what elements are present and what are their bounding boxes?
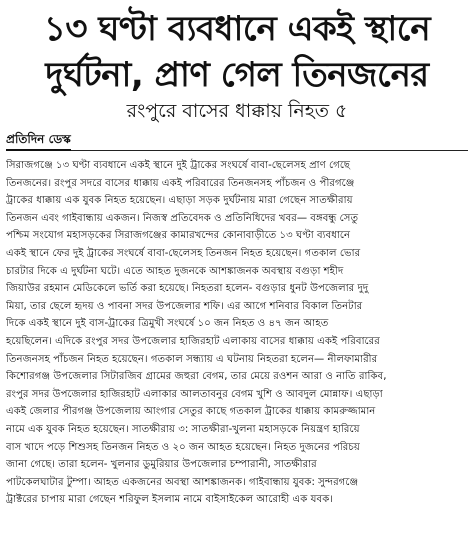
headline	[6, 6, 468, 98]
body-line: একই স্থানে ফের দুই ট্রাকের সংঘর্ষে বাবা-ছেলেসহ তিনজন নিহত হয়েছেন। গতকাল ভোর	[6, 247, 361, 259]
headline-line-2: দুর্ঘটনা, প্রাণ গেল তিনজনের	[45, 55, 429, 95]
body-line: ট্রাক্টরের চাপায় মারা গেছেন শরিফুল ইসলাম নামে বাইসাইকেল আরোহী এক যবক।	[6, 494, 333, 506]
body-line: বাস খাদে পড়ে শিশুসহ তিনজন নিহত ও ২০ জন আহত হয়েছেন। নিহত দুজনের পরিচয়	[6, 441, 360, 453]
body-line: পাটকেলঘাটার টুম্পা। আহত একজনের অবস্থা আশঙ্কাজনক। গাইবান্ধায় যুবক: সুন্দরগঞ্জে	[6, 476, 359, 488]
body-line: দিকে একই স্থানে দুই বাস-ট্রাকের ত্রিমুখী সংঘর্ষে ১০ জন নিহত ও ৪৭ জন আহত	[6, 318, 329, 330]
subheadline: রংপুরে বাসের ধাক্কায় নিহত ৫	[126, 100, 348, 122]
body-line: চারটার দিকে এ দুর্ঘটনা ঘটে। এতে আহত দুজনকে আশঙ্কাজনক অবস্থায় বগুড়া শহীদ	[6, 265, 344, 277]
body-line: তিনজন এবং গাইবান্ধায় একজন। নিজস্ব প্রতিবেদক ও প্রতিনিধিদের খবর— বঙ্গবন্ধু সেতু	[6, 212, 359, 224]
body-line: হয়েছিলেন। এদিকে রংপুর সদর উপজেলার হাজিরহাট এলাকায় বাসের ধাক্কায় একই পরিবারের	[6, 335, 380, 347]
headline-line-1: ১৩ ঘণ্টা ব্যবধানে একই স্থানে	[43, 9, 431, 49]
body-line: তিনজনের। রংপুর সদরে বাসের ধাক্কায় একই পরিবারের তিনজনসহ পাঁচজন ও পীরগঞ্জে	[6, 177, 355, 189]
body-line: তিনজনসহ পাঁচজন নিহত হয়েছেন। গতকাল সন্ধ্যায় এ ঘটনায় নিহতরা হলেন— নীলফামারীর	[6, 353, 378, 365]
body-line: কিশোরগঞ্জ উপজেলার সিটারজিব গ্রামের জহুরা বেগম, তার মেয়ে রওশন আরা ও নাতি রাকিব,	[6, 371, 387, 383]
body-line: ট্রাকের ধাক্কায় এক যুবক নিহত হয়েছেন। এছাড়া সড়ক দুর্ঘটনায় মারা গেছেন সাতক্ষীরায়	[6, 195, 353, 207]
body-line: পশ্চিম সংযোগ মহাসড়কের সিরাজগঞ্জের কামারখন্দের কোনাবাড়ীতে ১৩ ঘণ্টা ব্যবধানে	[6, 230, 351, 242]
body-line: জিয়াউর রহমান মেডিকেলে ভর্তি করা হয়েছে। নিহতরা হলেন- বগুড়ার ধুনট উপজেলার দুদু	[6, 283, 369, 295]
article-body	[6, 157, 468, 509]
body-line: জানা গেছে। তারা হলেন- খুলনার ডুমুরিয়ার উপজেলার চম্পারানী, সাতক্ষীরার	[6, 459, 317, 471]
body-line: নামে এক যুবক নিহত হয়েছেন। সাতক্ষীরায় ৩: সাতক্ষীরা-খুলনা মহাসড়কে নিয়ন্ত্রণ হারিয়ে	[6, 423, 360, 435]
byline-rule	[6, 128, 468, 151]
byline: প্রতিদিন ডেস্ক	[6, 131, 71, 151]
body-line: সিরাজগঞ্জে ১৩ ঘণ্টা ব্যবধানে একই স্থানে দুই ট্রাকের সংঘর্ষে বাবা-ছেলেসহ প্রাণ গেছে	[6, 160, 351, 171]
body-line: মিয়া, তার ছেলে হৃদয় ও পাবনা সদর উপজেলার শফি। এর আগে শনিবার বিকাল তিনটার	[6, 300, 363, 312]
body-line: রংপুর সদর উপজেলার হাজিরহাট এলাকার আলতাবনুর বেগম খুশি ও আবদুল মোন্নাফ। এছাড়া	[6, 388, 383, 400]
body-line: একই জেলার পীরগঞ্জ উপজেলায় আংগার সেতুর কাছে গতকাল ট্রাকের ধাক্কায় কামরুজ্জামান	[6, 406, 376, 418]
